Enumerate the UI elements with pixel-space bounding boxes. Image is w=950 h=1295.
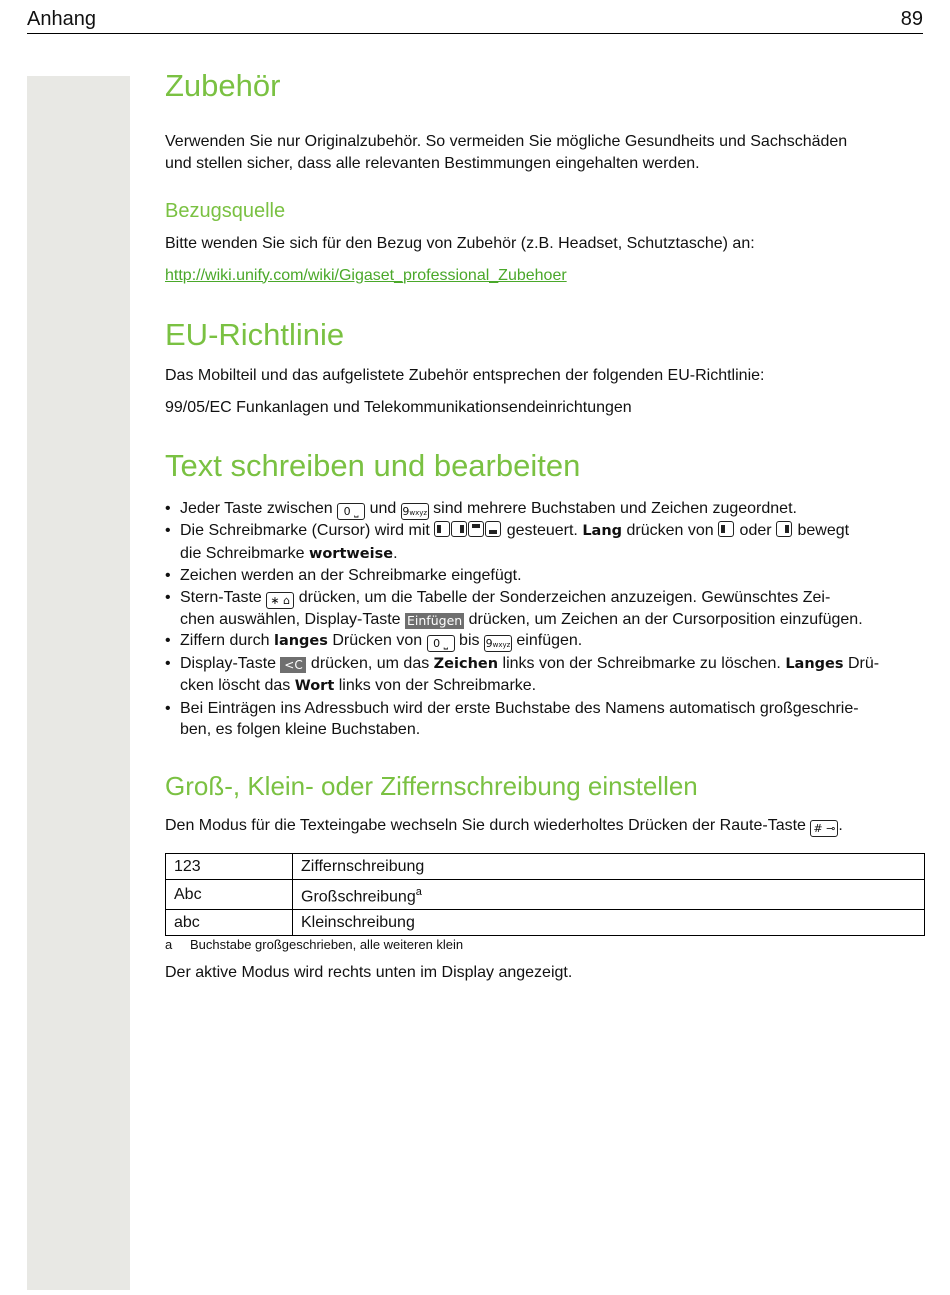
heading-text-schreiben: Text schreiben und bearbeiten [165,448,581,483]
modus-intro: Den Modus für die Texteingabe wechseln Sie durch wiederholtes Drücken der Raute-Taste # ⊸ . [165,816,843,835]
mode-label: Kleinschreibung [293,909,925,935]
list-item: • Ziffern durch langes Drücken von 0 ⎵ bis 9wxyz einfügen. [165,630,925,653]
heading-bezugsquelle: Bezugsquelle [165,200,286,222]
mode-label: Großschreibung$^a$ [293,879,925,909]
table-row [166,853,925,879]
zubehoer-intro-line1: Verwenden Sie nur Originalzubehör. So vermeiden Sie mögliche Gesundheits und Sachschäden [165,133,848,150]
eu-text2: 99/05/EC Funkanlagen und Telekommunikationsendeinrichtungen [165,398,632,416]
list-item: • Stern-Taste ∗ ⌂ drücken, um die Tabelle der Sonderzeichen anzuzeigen. Gewünschtes Zei- chen auswählen, Display-Taste Einfügen drücken, um Zeichen an der Cursorposition einzufügen. [165,587,925,631]
heading-modus: Groß-, Klein- oder Ziffernschreibung einstellen [165,770,698,801]
list-item: • Bei Einträgen ins Adressbuch wird der erste Buchstabe des Namens automatisch großgeschrie- ben, es folgen kleine Buchstaben. [165,698,925,741]
mode-table [165,853,925,936]
heading-eu-richtlinie: EU-Richtlinie [165,317,345,352]
sidebar-band [27,76,130,1290]
softkey-einfuegen-icon: Einfügen [407,612,463,628]
key-9-icon: 9wxyz [402,505,428,518]
nav-right-icon [776,521,792,537]
nav-down-icon [485,521,501,537]
table-row [166,879,925,909]
eu-text1: Das Mobilteil und das aufgelistete Zubehör entsprechen der folgenden EU-Richtlinie: [165,367,765,384]
key-star-icon: ∗ ⌂ [266,592,294,609]
mode-code: abc [166,909,293,935]
softkey-delete-icon: <C [280,657,306,673]
nav-left-icon [434,521,450,537]
list-item: • Jeder Taste zwischen 0 ⎵ und 9wxyz sind mehrere Buchstaben und Zeichen zugeordnet. [165,498,925,520]
table-footnote: a Buchstabe großgeschrieben, alle weiteren klein [165,936,464,952]
accessory-link[interactable]: http://wiki.unify.com/wiki/Gigaset_professional_Zubehoer [165,266,567,284]
key-9-icon: 9wxyz [485,637,511,650]
key-0-icon: 0 ⎵ [337,503,365,520]
nav-up-icon [468,521,484,537]
mode-code: Abc [166,879,293,909]
list-item: • Display-Taste <C drücken, um das Zeichen links von der Schreibmarke zu löschen. Langes Drü- cken löscht das Wort links von der Schreibmarke. [165,653,925,698]
heading-zubehoer: Zubehör [165,68,281,103]
list-item: • Zeichen werden an der Schreibmarke eingefügt. [165,565,925,587]
closing-text: Der aktive Modus wird rechts unten im Display angezeigt. [165,963,573,981]
key-hash-icon: # ⊸ [810,820,838,837]
nav-left-icon [718,521,734,537]
zubehoer-intro-line2: und stellen sicher, dass alle relevanten Bestimmungen eingehalten werden. [165,154,700,172]
page-content [165,66,925,983]
nav-right-icon [451,521,467,537]
key-0-icon: 0 ⎵ [427,635,455,652]
section-name: Anhang [27,8,96,30]
mode-label: Ziffernschreibung [293,853,925,879]
text-bullet-list [165,498,925,741]
mode-code: 123 [166,853,293,879]
bezugsquelle-text: Bitte wenden Sie sich für den Bezug von Zubehör (z.B. Headset, Schutztasche) an: [165,235,755,252]
table-row [166,909,925,935]
page-header [27,6,923,34]
list-item: • Die Schreibmarke (Cursor) wird mit gesteuert. Lang drücken von oder bewegt die Schreibmarke wortweise. [165,520,925,565]
page-number: 89 [900,8,923,30]
